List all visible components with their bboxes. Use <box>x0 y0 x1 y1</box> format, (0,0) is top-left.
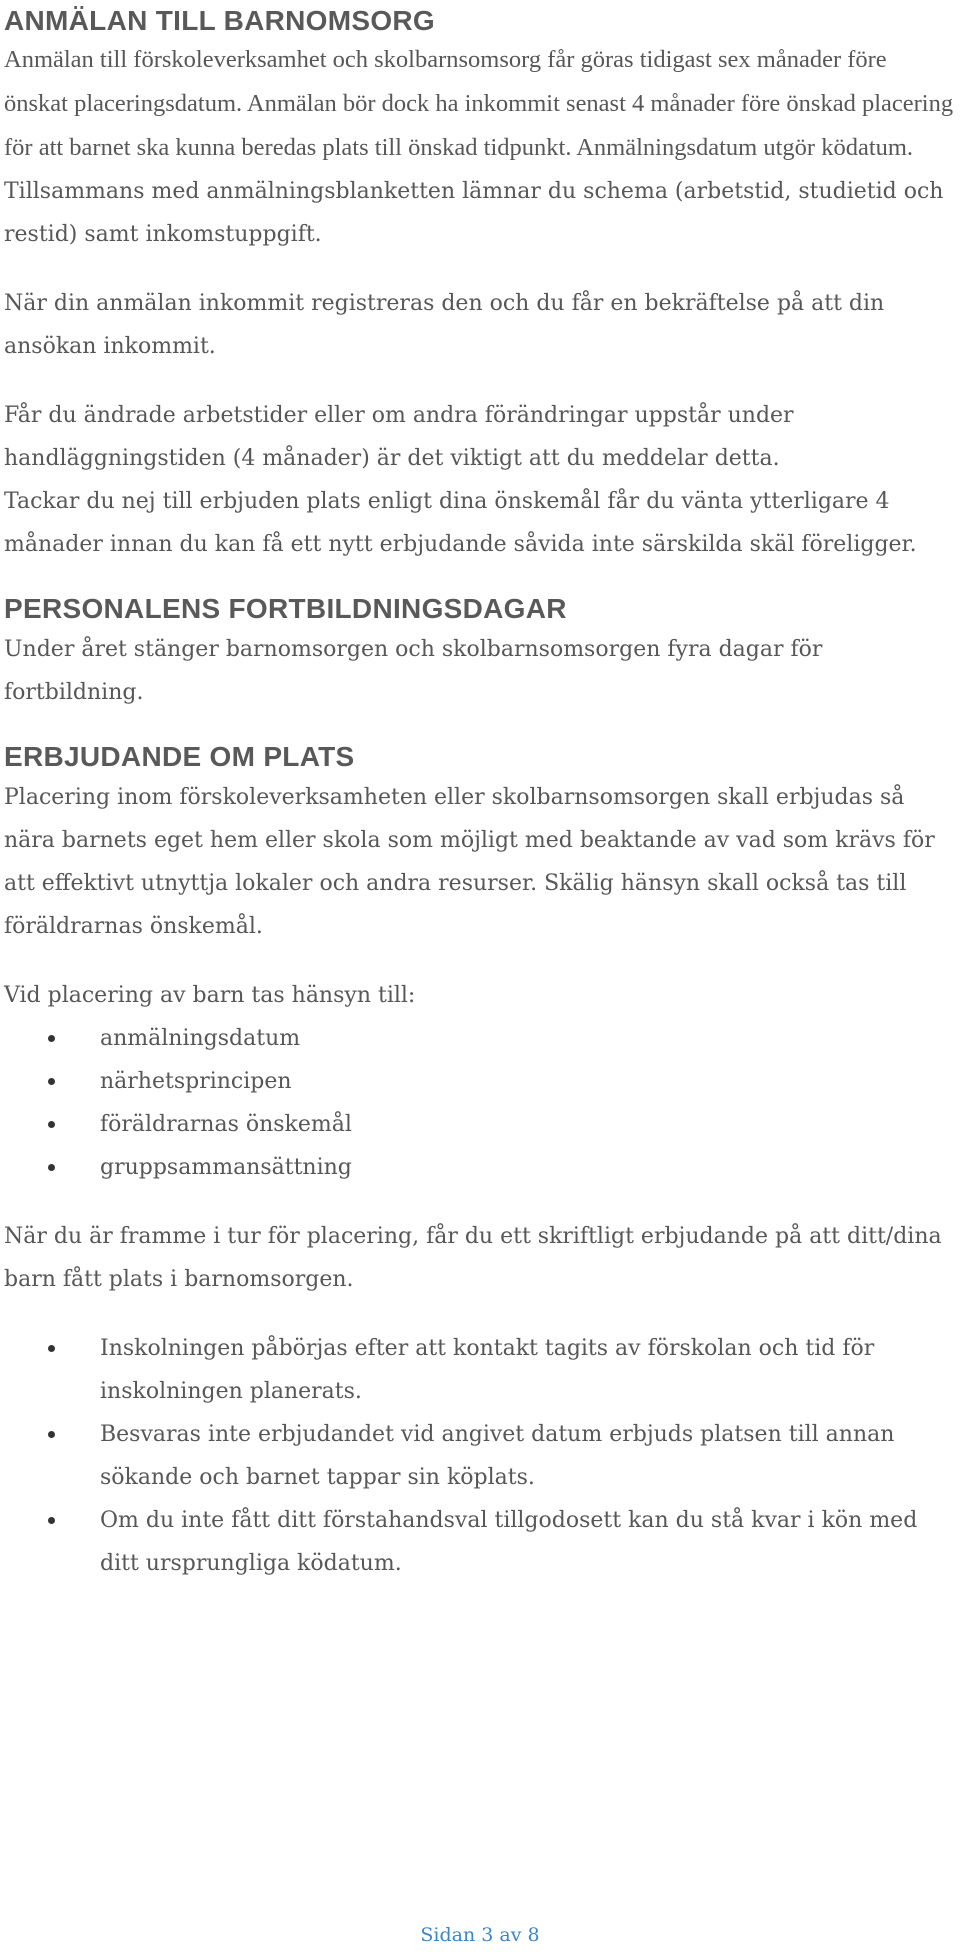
document-page <box>4 0 954 1585</box>
paragraph-anmalan-changes: Får du ändrade arbetstider eller om andra förändringar uppstår under handläggningstiden (4 månader) är det viktigt att du meddelar detta. <box>4 403 794 471</box>
paragraph-anmalan-decline: Tackar du nej till erbjuden plats enligt dina önskemål får du vänta ytterligare 4 månader innan du kan få ett nytt erbjudande såvida inte särskilda skäl föreligger. <box>4 489 917 557</box>
list-item: föräldrarnas önskemål <box>4 1103 954 1146</box>
list-item: närhetsprincipen <box>4 1060 954 1103</box>
heading-anmalan: ANMÄLAN TILL BARNOMSORG <box>4 5 436 36</box>
list-item: anmälningsdatum <box>4 1017 954 1060</box>
offer-list <box>4 1327 954 1585</box>
paragraph-anmalan-confirmation: När din anmälan inkommit registreras den och du får en bekräftelse på att din ansökan inkommit. <box>4 291 885 359</box>
heading-fortbildning: PERSONALENS FORTBILDNINGSDAGAR <box>4 593 567 624</box>
list-item: Besvaras inte erbjudandet vid angivet datum erbjuds platsen till annan sökande och barnet tappar sin köplats. <box>4 1413 954 1499</box>
paragraph-erbjudande-criteria-intro: Vid placering av barn tas hänsyn till: <box>4 983 416 1008</box>
paragraph-erbjudande-placement: Placering inom förskoleverksamheten eller skolbarnsomsorgen skall erbjudas så nära barnets eget hem eller skola som möjligt med beaktande av vad som krävs för att effektivt utnyttja lokaler och andra resurser. Skälig hänsyn skall också tas till föräldrarnas önskemål. <box>4 785 935 939</box>
list-item: gruppsammansättning <box>4 1146 954 1189</box>
anmalan-schedule-text: Tillsammans med anmälningsblanketten lämnar du schema (arbetstid, studietid och restid) samt inkomstuppgift. <box>4 179 944 247</box>
paragraph-fortbildning: Under året stänger barnomsorgen och skolbarnsomsorgen fyra dagar för fortbildning. <box>4 637 823 705</box>
list-item: Inskolningen påbörjas efter att kontakt tagits av förskolan och tid för inskolningen planerats. <box>4 1327 954 1413</box>
page-number-footer: Sidan 3 av 8 <box>420 1924 540 1946</box>
anmalan-intro-text: Anmälan till förskoleverksamhet och skolbarnsomsorg får göras tidigast sex månader före önskat placeringsdatum. Anmälan bör dock ha inkommit senast 4 månader före önskad placering för att barnet ska kunna beredas plats till önskad tidpunkt. Anmälningsdatum utgör ködatum. <box>4 46 954 161</box>
heading-erbjudande: ERBJUDANDE OM PLATS <box>4 741 355 772</box>
criteria-list <box>4 1017 954 1189</box>
paragraph-anmalan-intro <box>4 38 954 256</box>
paragraph-erbjudande-offer: När du är framme i tur för placering, får du ett skriftligt erbjudande på att ditt/dina barn fått plats i barnomsorgen. <box>4 1224 942 1292</box>
list-item: Om du inte fått ditt förstahandsval tillgodosett kan du stå kvar i kön med ditt ursprungliga ködatum. <box>4 1499 954 1585</box>
